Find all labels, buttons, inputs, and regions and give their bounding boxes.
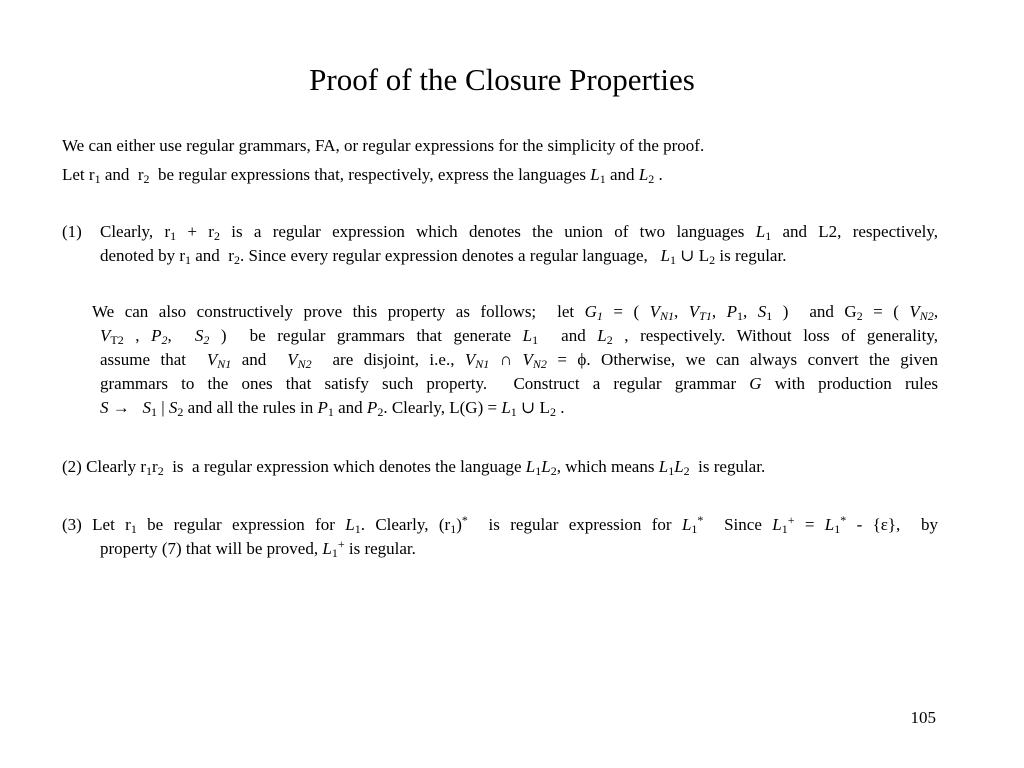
item-1 — [62, 220, 938, 268]
item-3 — [62, 513, 938, 561]
slide-title: Proof of the Closure Properties — [309, 62, 695, 97]
item-3-row-1: (3) Let $r_1$ be regular expression for $L_1$. Clearly, $(r_1)^*$ is regular expression for $L_1^*$ Since $L_1^+ = L_1^* - \{\varepsilon\}$, by — [62, 513, 938, 536]
construct-row-1: We can also constructively prove this property as follows; let $G_1$ = ( $V_{N1}$, $V_{T1}$, $P_1$, $S_1$ ) and $G_2$ = ( $V_{N2}$, — [92, 302, 939, 323]
page-number: 105 — [910, 708, 936, 727]
construct-row-2: $V_{T2}$ , $P_2$, $S_2$ ) be regular grammars that generate $L_1$ and $L_2$ , respectively. Without loss of generality, — [100, 326, 939, 347]
intro-line-1 — [62, 134, 704, 158]
item-3-row-2: property (7) that will be proved, $L_1^+$ is regular. — [100, 537, 416, 560]
construct-row-5: $S \to S_1$ | $S_2$ and all the rules in $P_1$ and $P_2$. Clearly, $L(G) = L_1$ ∪ $L_2$ . — [100, 398, 565, 419]
intro-line-1-text: We can either use regular grammars, FA, or regular expressions for the simplicity of the proof. — [62, 136, 705, 155]
item-2: (2) Clearly $r_1r_2$ is a regular expression which denotes the language $L_1L_2$, which means $L_1L_2$ is regular. — [62, 457, 766, 478]
item-1-row-1: (1) Clearly, $r_1 + r_2$ is a regular expression which denotes the union of two languages $L_1$ and L2, respectively, — [62, 222, 938, 243]
item-1-row-2: denoted by $r_1$ and $r_2$. Since every regular expression denotes a regular language, $L_1$ ∪ $L_2$ is regular. — [100, 246, 787, 267]
construct-row-4: grammars to the ones that satisfy such property. Construct a regular grammar G with production rules — [100, 374, 938, 393]
construct-row-3: assume that $V_{N1}$ and $V_{N2}$ are disjoint, i.e., $V_{N1}$ ∩ $V_{N2} = \phi$. Otherwise, we can always convert the given — [100, 350, 939, 371]
intro-line-2: Let $r_1$ and $r_2$ be regular expressions that, respectively, express the languages $L_1$ and $L_2$ . — [62, 165, 663, 186]
construct-paragraph — [62, 300, 938, 420]
